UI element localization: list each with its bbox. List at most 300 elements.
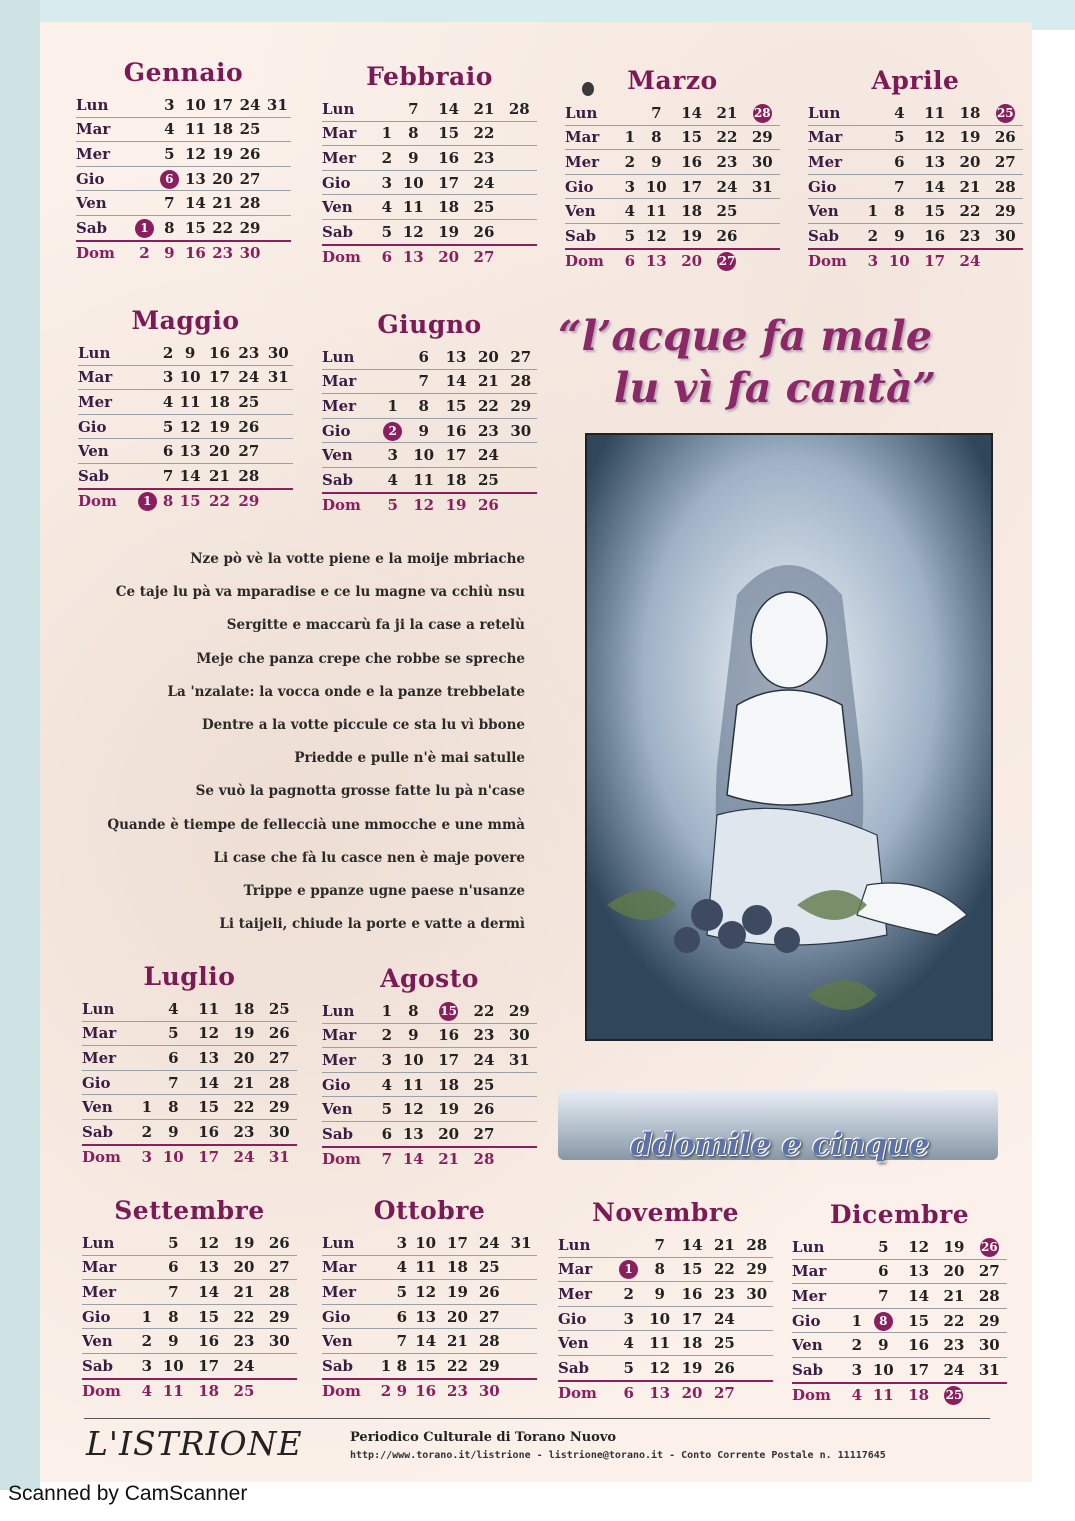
date-cell: 19 xyxy=(209,142,236,167)
date-cell: 12 xyxy=(396,219,431,244)
holiday-marker: 1 xyxy=(135,219,154,238)
date-cell xyxy=(614,1233,643,1257)
date-cell xyxy=(505,1353,537,1378)
date-cell xyxy=(502,1121,537,1146)
date-cell: 30 xyxy=(262,1119,297,1144)
month-block xyxy=(82,962,297,1169)
month-block xyxy=(565,66,780,273)
date-cell: 16 xyxy=(191,1119,226,1144)
date-cell: 22 xyxy=(936,1308,971,1333)
date-cell: 26 xyxy=(708,1355,740,1380)
month-grid xyxy=(322,97,537,269)
date-cell xyxy=(502,146,537,171)
date-cell: 8 xyxy=(643,1257,675,1282)
date-cell: 17 xyxy=(209,93,236,117)
date-cell xyxy=(264,117,291,142)
date-cell: 28 xyxy=(741,1233,773,1257)
illustration-drawing xyxy=(587,435,991,1039)
week-row xyxy=(565,174,780,199)
date-cell: 12 xyxy=(410,1280,442,1305)
date-cell: 24 xyxy=(959,252,981,271)
week-row xyxy=(558,1355,773,1380)
date-cell: 22 xyxy=(952,199,987,224)
date-cell: 18 xyxy=(205,390,234,415)
month-title: Luglio xyxy=(143,962,236,991)
date-cell: 24 xyxy=(234,365,263,390)
date-cell: 14 xyxy=(674,101,709,125)
date-cell: 12 xyxy=(191,1021,226,1046)
date-cell: 20 xyxy=(952,150,987,175)
date-cell: 4 xyxy=(621,199,639,224)
date-cell: 27 xyxy=(988,150,1023,175)
week-row xyxy=(82,1021,297,1046)
date-cell: 19 xyxy=(442,1280,474,1305)
date-cell: 18 xyxy=(674,199,709,224)
date-cell: 18 xyxy=(209,117,236,142)
week-row xyxy=(322,97,537,121)
date-cell xyxy=(264,489,293,514)
week-row xyxy=(82,1280,297,1305)
month-grid xyxy=(565,101,780,273)
date-cell xyxy=(264,463,293,488)
date-cell xyxy=(745,199,780,224)
weekday-label: Sab xyxy=(322,1353,378,1378)
date-cell: 30 xyxy=(745,150,780,175)
week-row xyxy=(78,463,293,488)
weekday-label: Sab xyxy=(82,1119,138,1144)
date-cell: 6 xyxy=(156,1255,191,1280)
date-cell: 29 xyxy=(741,1257,773,1282)
date-cell: 23 xyxy=(709,150,744,175)
week-row xyxy=(322,1231,537,1255)
date-cell: 8 xyxy=(157,215,182,240)
weekday-label: Mar xyxy=(808,125,864,150)
week-row xyxy=(322,1072,537,1097)
date-cell xyxy=(972,1235,1007,1259)
date-cell xyxy=(378,369,407,394)
week-row xyxy=(322,1255,537,1280)
date-cell: 13 xyxy=(191,1046,226,1071)
date-cell: 1 xyxy=(138,1095,156,1120)
month-block xyxy=(558,1198,773,1405)
date-cell xyxy=(502,1097,537,1122)
date-cell xyxy=(134,489,161,514)
week-row xyxy=(808,174,1023,199)
date-cell: 8 xyxy=(407,394,439,419)
month-grid xyxy=(82,1231,297,1403)
date-cell: 23 xyxy=(447,1382,468,1401)
date-cell: 8 xyxy=(639,125,674,150)
girl-illustration xyxy=(585,433,993,1041)
date-cell: 11 xyxy=(639,199,674,224)
date-cell xyxy=(505,443,537,468)
week-row xyxy=(322,1280,537,1305)
holiday-marker: 2 xyxy=(383,422,402,441)
date-cell xyxy=(502,245,537,270)
date-cell xyxy=(502,170,537,195)
date-cell: 30 xyxy=(502,1023,537,1048)
date-cell xyxy=(741,1306,773,1331)
date-cell: 16 xyxy=(431,146,466,171)
date-cell: 7 xyxy=(882,174,917,199)
date-cell: 7 xyxy=(161,463,176,488)
date-cell: 22 xyxy=(709,125,744,150)
date-cell xyxy=(138,1021,156,1046)
month-grid xyxy=(808,101,1023,273)
date-cell: 1 xyxy=(621,125,639,150)
month-title: Marzo xyxy=(627,66,718,95)
date-cell: 18 xyxy=(908,1386,930,1405)
weekday-label: Mar xyxy=(558,1257,614,1282)
month-grid xyxy=(322,999,537,1171)
date-cell: 5 xyxy=(156,1231,191,1255)
date-cell: 6 xyxy=(381,248,393,267)
date-cell: 12 xyxy=(917,125,952,150)
week-row xyxy=(322,369,537,394)
date-cell: 31 xyxy=(264,93,291,117)
weekday-label: Mer xyxy=(558,1282,614,1307)
date-cell: 24 xyxy=(236,93,263,117)
weekday-label: Dom xyxy=(76,244,115,263)
date-cell: 18 xyxy=(431,195,466,220)
date-cell: 27 xyxy=(466,1121,501,1146)
date-cell: 15 xyxy=(191,1095,226,1120)
week-row xyxy=(82,1095,297,1120)
date-cell: 30 xyxy=(264,341,293,365)
date-cell: 11 xyxy=(643,1331,675,1356)
date-cell: 8 xyxy=(882,199,917,224)
date-cell: 3 xyxy=(157,93,182,117)
holiday-marker: 25 xyxy=(996,104,1015,123)
weekday-label: Dom xyxy=(565,252,604,271)
week-row xyxy=(808,199,1023,224)
date-cell: 11 xyxy=(410,1255,442,1280)
week-row xyxy=(78,365,293,390)
weekday-label: Sab xyxy=(558,1355,614,1380)
week-row xyxy=(792,1308,1007,1333)
date-cell: 29 xyxy=(262,1095,297,1120)
date-cell: 23 xyxy=(466,1023,501,1048)
date-cell: 25 xyxy=(472,467,504,492)
date-cell: 30 xyxy=(988,223,1023,248)
date-cell: 3 xyxy=(848,1357,866,1382)
date-cell: 23 xyxy=(226,1329,261,1354)
date-cell: 14 xyxy=(440,369,472,394)
week-row xyxy=(76,191,291,216)
week-row xyxy=(565,223,780,248)
week-row xyxy=(78,439,293,464)
month-block xyxy=(78,306,293,513)
date-cell: 16 xyxy=(184,244,206,263)
date-cell: 11 xyxy=(162,1382,184,1401)
date-cell: 9 xyxy=(396,146,431,171)
date-cell: 2 xyxy=(378,146,396,171)
date-cell: 15 xyxy=(191,1304,226,1329)
date-cell xyxy=(138,1046,156,1071)
week-row xyxy=(792,1259,1007,1284)
week-row xyxy=(565,125,780,150)
date-cell: 12 xyxy=(413,496,435,515)
date-cell: 12 xyxy=(182,142,209,167)
weekday-label: Dom xyxy=(558,1384,597,1403)
date-cell: 31 xyxy=(745,174,780,199)
month-title: Febbraio xyxy=(366,62,493,91)
date-cell: 25 xyxy=(466,195,501,220)
weekday-label: Gio xyxy=(322,170,378,195)
week-row xyxy=(82,1145,297,1170)
holiday-marker: 27 xyxy=(717,252,736,271)
date-cell: 20 xyxy=(431,1121,466,1146)
date-cell: 22 xyxy=(442,1353,474,1378)
date-cell: 19 xyxy=(445,496,467,515)
date-cell: 7 xyxy=(156,1280,191,1305)
week-row xyxy=(82,1353,297,1378)
date-cell: 29 xyxy=(972,1308,1007,1333)
weekday-label: Ven xyxy=(565,199,621,224)
week-row xyxy=(82,1231,297,1255)
date-cell: 5 xyxy=(621,223,639,248)
date-cell: 25 xyxy=(708,1331,740,1356)
date-cell xyxy=(864,150,882,175)
date-cell: 4 xyxy=(161,390,176,415)
date-cell: 17 xyxy=(431,170,466,195)
proverb-line: Se vuò la pagnotta grosse fatte lu pà n'case xyxy=(195,783,525,800)
date-cell: 3 xyxy=(867,252,879,271)
date-cell: 15 xyxy=(410,1353,442,1378)
date-cell: 24 xyxy=(472,443,504,468)
date-cell xyxy=(972,1383,1007,1408)
date-cell: 19 xyxy=(205,414,234,439)
istrione-logo: L'ISTRIONE xyxy=(86,1424,303,1463)
week-row xyxy=(322,1147,537,1172)
date-cell: 17 xyxy=(198,1148,220,1167)
week-row xyxy=(322,146,537,171)
date-cell xyxy=(132,117,157,142)
date-cell xyxy=(132,215,157,240)
month-title: Novembre xyxy=(592,1198,739,1227)
date-cell: 22 xyxy=(209,492,230,511)
week-row xyxy=(322,394,537,419)
weekday-label: Dom xyxy=(808,252,847,271)
date-cell xyxy=(502,195,537,220)
date-cell: 5 xyxy=(378,219,396,244)
date-cell: 25 xyxy=(236,117,263,142)
week-row xyxy=(322,121,537,146)
weekday-label: Ven xyxy=(322,195,378,220)
date-cell: 13 xyxy=(402,248,424,267)
date-cell: 21 xyxy=(205,463,234,488)
date-cell xyxy=(502,1147,537,1172)
weekday-label: Gio xyxy=(565,174,621,199)
date-cell: 14 xyxy=(431,97,466,121)
date-cell: 9 xyxy=(175,341,204,365)
date-cell: 30 xyxy=(741,1282,773,1307)
week-row xyxy=(565,249,780,274)
week-row xyxy=(322,1329,537,1354)
publication-subtitle: Periodico Culturale di Torano Nuovo xyxy=(350,1430,617,1445)
holiday-marker: 26 xyxy=(980,1238,999,1257)
date-cell xyxy=(134,439,161,464)
date-cell: 11 xyxy=(182,117,209,142)
holiday-marker: 6 xyxy=(160,170,179,189)
date-cell: 24 xyxy=(936,1357,971,1382)
date-cell: 27 xyxy=(713,1384,735,1403)
week-row xyxy=(558,1282,773,1307)
date-cell xyxy=(502,1072,537,1097)
date-cell xyxy=(864,101,882,125)
weekday-label: Gio xyxy=(78,414,134,439)
date-cell xyxy=(264,191,291,216)
date-cell: 13 xyxy=(410,1304,442,1329)
proverb-line-2: lu vì fa cantà” xyxy=(613,364,937,412)
date-cell: 5 xyxy=(866,1235,901,1259)
date-cell xyxy=(134,365,161,390)
date-cell: 7 xyxy=(643,1233,675,1257)
weekday-label: Sab xyxy=(78,463,134,488)
date-cell: 4 xyxy=(141,1382,153,1401)
date-cell: 9 xyxy=(164,244,175,263)
date-cell: 9 xyxy=(882,223,917,248)
date-cell xyxy=(502,219,537,244)
date-cell: 22 xyxy=(226,1304,261,1329)
date-cell: 10 xyxy=(410,1231,442,1255)
date-cell: 24 xyxy=(473,1231,505,1255)
date-cell xyxy=(264,215,291,240)
week-row xyxy=(322,1048,537,1073)
date-cell: 14 xyxy=(917,174,952,199)
date-cell xyxy=(264,439,293,464)
date-cell: 23 xyxy=(226,1119,261,1144)
week-row xyxy=(808,125,1023,150)
weekday-label: Sab xyxy=(322,1121,378,1146)
date-cell: 6 xyxy=(882,150,917,175)
date-cell: 22 xyxy=(466,121,501,146)
date-cell: 7 xyxy=(407,369,439,394)
date-cell: 7 xyxy=(381,1150,393,1169)
date-cell: 5 xyxy=(156,1021,191,1046)
date-cell xyxy=(378,1255,394,1280)
month-block xyxy=(808,66,1023,273)
date-cell: 3 xyxy=(378,1048,396,1073)
date-cell: 1 xyxy=(864,199,882,224)
weekday-label: Ven xyxy=(322,443,378,468)
date-cell: 20 xyxy=(936,1259,971,1284)
weekday-label: Lun xyxy=(808,101,864,125)
date-cell: 29 xyxy=(473,1353,505,1378)
date-cell: 23 xyxy=(708,1282,740,1307)
date-cell: 18 xyxy=(440,467,472,492)
date-cell: 8 xyxy=(396,999,431,1023)
date-cell: 17 xyxy=(440,443,472,468)
date-cell: 9 xyxy=(643,1282,675,1307)
date-cell: 2 xyxy=(864,223,882,248)
date-cell: 26 xyxy=(473,1280,505,1305)
date-cell: 15 xyxy=(901,1308,936,1333)
date-cell: 12 xyxy=(643,1355,675,1380)
week-row xyxy=(76,117,291,142)
date-cell: 13 xyxy=(396,1121,431,1146)
weekday-label: Gio xyxy=(558,1306,614,1331)
date-cell: 13 xyxy=(901,1259,936,1284)
date-cell: 13 xyxy=(917,150,952,175)
holiday-marker: 8 xyxy=(874,1312,893,1331)
weekday-label: Mar xyxy=(792,1259,848,1284)
week-row xyxy=(82,1046,297,1071)
date-cell: 28 xyxy=(502,97,537,121)
week-row xyxy=(322,345,537,369)
week-row xyxy=(76,93,291,117)
week-row xyxy=(792,1235,1007,1259)
week-row xyxy=(808,101,1023,125)
date-cell: 14 xyxy=(402,1150,424,1169)
weekday-label: Dom xyxy=(322,496,361,515)
date-cell: 18 xyxy=(226,997,261,1021)
date-cell xyxy=(264,414,293,439)
date-cell: 5 xyxy=(161,414,176,439)
date-cell xyxy=(134,341,161,365)
date-cell: 28 xyxy=(505,369,537,394)
date-cell: 27 xyxy=(262,1046,297,1071)
date-cell: 24 xyxy=(466,170,501,195)
date-cell: 23 xyxy=(234,341,263,365)
date-cell: 23 xyxy=(952,223,987,248)
date-cell: 3 xyxy=(378,443,407,468)
date-cell: 1 xyxy=(848,1308,866,1333)
weekday-label: Sab xyxy=(322,467,378,492)
date-cell: 13 xyxy=(182,166,209,191)
date-cell: 6 xyxy=(866,1259,901,1284)
date-cell: 7 xyxy=(157,191,182,216)
date-cell: 2 xyxy=(621,150,639,175)
date-cell: 16 xyxy=(191,1329,226,1354)
week-row xyxy=(565,150,780,175)
weekday-label: Gio xyxy=(808,174,864,199)
date-cell: 9 xyxy=(396,1023,431,1048)
month-title: Giugno xyxy=(377,310,482,339)
date-cell: 27 xyxy=(234,439,263,464)
date-cell: 25 xyxy=(709,199,744,224)
date-cell: 4 xyxy=(851,1386,863,1405)
date-cell xyxy=(936,1383,971,1408)
weekday-label: Sab xyxy=(565,223,621,248)
month-title: Settembre xyxy=(114,1196,265,1225)
date-cell xyxy=(505,493,537,518)
proverb-line: Sergitte e maccarù fa ji la case a retelù xyxy=(226,617,525,634)
date-cell: 8 xyxy=(394,1353,410,1378)
weekday-label: Lun xyxy=(565,101,621,125)
date-cell: 30 xyxy=(262,1329,297,1354)
date-cell: 17 xyxy=(442,1231,474,1255)
date-cell: 17 xyxy=(205,365,234,390)
weekday-label: Lun xyxy=(322,345,378,369)
date-cell: 19 xyxy=(226,1231,261,1255)
date-cell: 6 xyxy=(394,1304,410,1329)
contact-line: http://www.torano.it/listrione - listrione@torano.it - Conto Corrente Postale n. 11117645 xyxy=(350,1450,886,1461)
proverb-line: Li case che fà lu casce nen è maje povere xyxy=(213,849,525,866)
date-cell: 21 xyxy=(438,1150,460,1169)
date-cell: 20 xyxy=(442,1304,474,1329)
week-row xyxy=(322,493,537,518)
date-cell xyxy=(848,1259,866,1284)
date-cell: 8 xyxy=(162,492,174,511)
date-cell: 3 xyxy=(138,1353,156,1378)
date-cell: 7 xyxy=(394,1329,410,1354)
week-row xyxy=(565,199,780,224)
month-block xyxy=(76,58,291,265)
proverb-line-1: “l’acque fa male xyxy=(558,312,932,360)
date-cell: 23 xyxy=(212,244,234,263)
weekday-label: Mar xyxy=(82,1021,138,1046)
